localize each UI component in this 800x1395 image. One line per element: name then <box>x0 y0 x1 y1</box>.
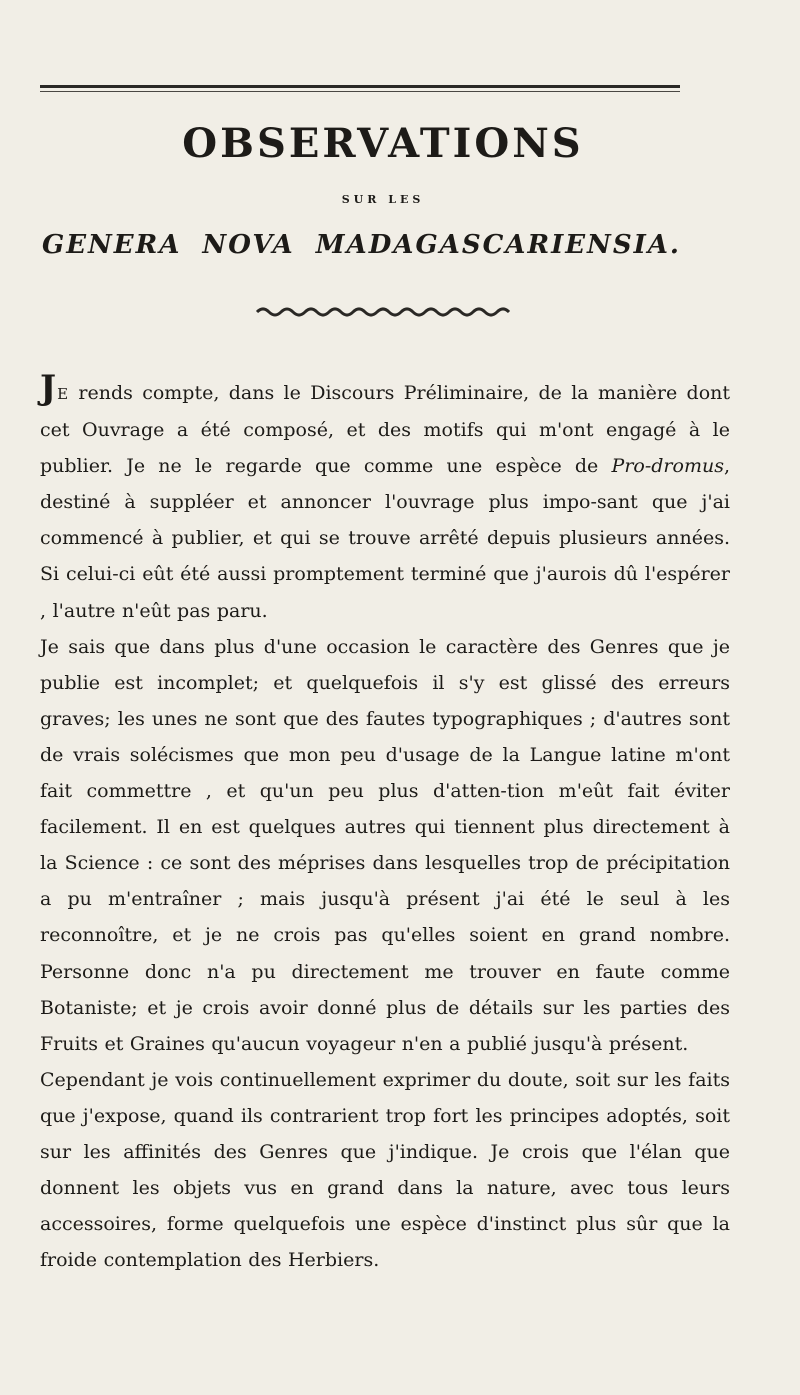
body-text <box>40 368 730 1278</box>
page-subtitle: GENERA NOVA MADAGASCARIENSIA. <box>42 230 681 260</box>
paragraph-1-italic: Pro-dromus <box>611 455 724 478</box>
paragraph-1 <box>40 368 730 629</box>
ornament-divider <box>255 305 515 319</box>
paragraph-2: Je sais que dans plus d'une occasion le caractère des Genres que je publie est incomplet; et quelquefois il s'y est glissé des erreurs graves; les unes ne sont que des fautes typographiques ; d'autres sont de vrais solécismes que mon peu d'usage de la Langue latine m'ont fait commettre , et qu'un peu plus d'atten-tion m'eût fait éviter facilement. Il en est quelques autres qui tiennent plus directement à la Science : ce sont des méprises dans lesquelles trop de précipitation a pu m'entraîner ; mais jusqu'à présent j'ai été le seul à les reconnoître, et je ne crois pas qu'elles soient en grand nombre. Personne donc n'a pu directement me trouver en faute comme Botaniste; et je crois avoir donné plus de détails sur les parties des Fruits et Graines qu'aucun voyageur n'en a publié jusqu'à présent. <box>40 635 730 1055</box>
paragraph-3: Cependant je vois continuellement exprimer du doute, soit sur les faits que j'expose, quand ils contrarient trop fort les principes adoptés, soit sur les affinités des Genres que j'indique. Je crois que l'élan que donnent les objets vus en grand dans la nature, avec tous leurs accessoires, forme quelquefois une espèce d'instinct plus sûr que la froide contemplation des Herbiers. <box>40 1068 730 1272</box>
drop-cap: J <box>40 368 57 408</box>
paragraph-1-text-b: , destiné à suppléer et annoncer l'ouvrage plus impo-sant que j'ai commencé à publier, et qui se trouve arrêté depuis plusieurs années. Si celui-ci eût été aussi promptement terminé que j'aurois dû l'espérer , l'autre n'eût pas paru. <box>40 455 730 622</box>
small-cap: E <box>57 385 70 403</box>
top-rule-thin <box>40 91 680 92</box>
top-rule <box>40 85 680 88</box>
paragraph-1-text-a: rends compte, dans le Discours Préliminaire, de la manière dont cet Ouvrage a été composé, et des motifs qui m'ont engagé à le publier. Je ne le regarde que comme une espèce de <box>40 382 730 478</box>
page-heading: OBSERVATIONS <box>182 120 584 167</box>
sub-heading: SUR LES <box>341 193 425 206</box>
